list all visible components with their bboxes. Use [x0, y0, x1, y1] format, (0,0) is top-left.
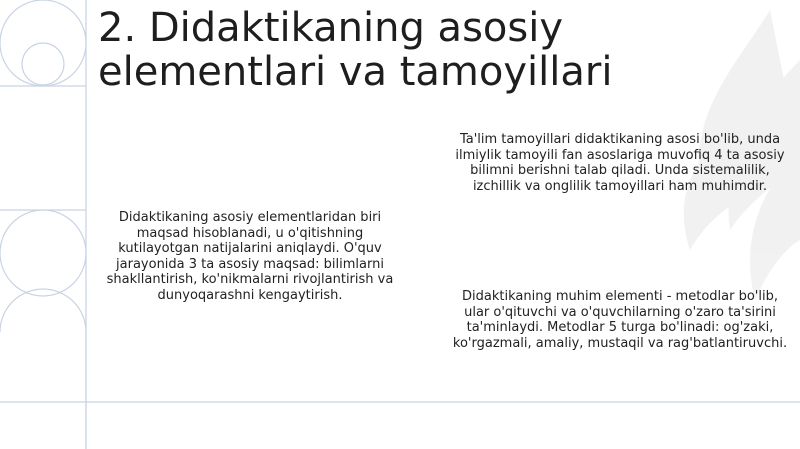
paragraph-principles: Ta'lim tamoyillari didaktikaning asosi bo'lib, unda ilmiylik tamoyili fan asoslariga muvofiq 4 ta asosiy bilimni berishni talab qiladi. Unda sistemalilik, izchillik va onglilik tamoyillari ham muhimdir.	[455, 132, 785, 194]
slide-title: 2. Didaktikaning asosiy elementlari va tamoyillari	[98, 5, 613, 95]
paragraph-goals: Didaktikaning asosiy elementlaridan biri maqsad hisoblanadi, u o'qitishning kutilayotgan natijalarini aniqlaydi. O'quv jarayonida 3 ta asosiy maqsad: bilimlarni shakllantirish, ko'nikmalarni rivojlantirish va dunyoqarashni kengaytirish.	[106, 210, 394, 303]
deco-arch	[0, 289, 86, 449]
deco-circle-bottom	[0, 210, 86, 296]
paragraph-methods: Didaktikaning muhim elementi - metodlar bo'lib, ular o'qituvchi va o'quvchilarning o'zaro ta'sirini ta'minlaydi. Metodlar 5 turga bo'linadi: og'zaki, ko'rgazmali, amaliy, mustaqil va rag'batlantiruvchi.	[452, 289, 788, 351]
deco-circle-small	[22, 43, 64, 85]
